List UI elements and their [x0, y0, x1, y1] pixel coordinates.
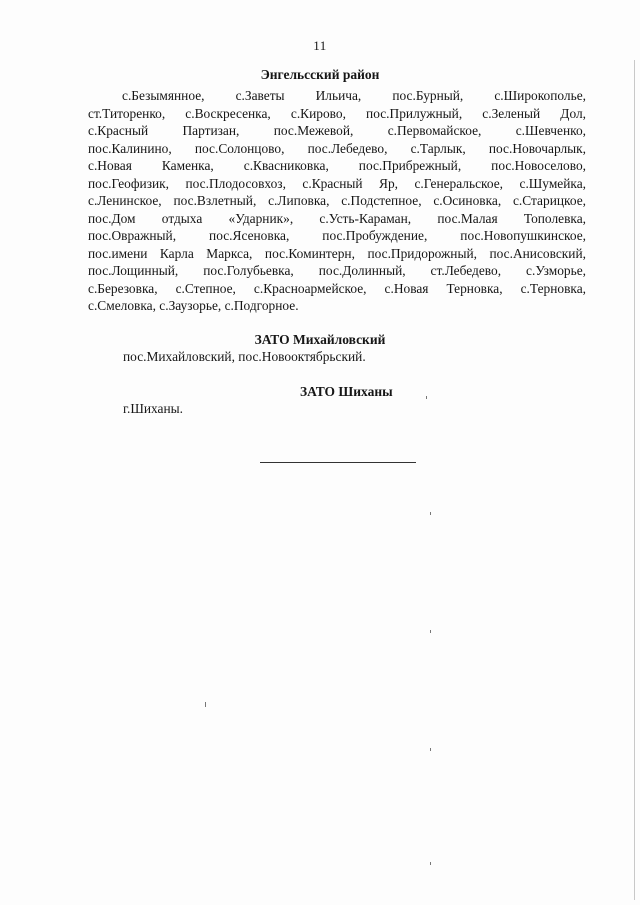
text-line: с.Новая Каменка, с.Квасниковка, пос.Прибрежный, пос.Новоселово,: [88, 158, 586, 173]
scan-speck: [430, 630, 431, 633]
page-number: 11: [313, 38, 327, 53]
section-heading-zato-mikhailovsky: ЗАТО Михайловский: [254, 332, 386, 347]
text-line: с.Безымянное, с.Заветы Ильича, пос.Бурный, с.Широкополье,: [122, 88, 586, 103]
text-line: пос.Овражный, пос.Ясеновка, пос.Пробуждение, пос.Новопушкинское,: [88, 228, 586, 243]
scan-speck: [430, 512, 431, 515]
text-line: с.Ленинское, пос.Взлетный, с.Липовка, с.Подстепное, с.Осиновка, с.Старицкое,: [88, 193, 586, 208]
text-line: пос.Дом отдыха «Ударник», с.Усть-Караман, пос.Малая Тополевка,: [88, 210, 586, 226]
text-line: пос.Геофизик, пос.Плодосовхоз, с.Красный Яр, с.Генеральское, с.Шумейка,: [88, 175, 586, 191]
scan-speck: [430, 862, 431, 865]
text-line: с.Березовка, с.Степное, с.Красноармейское, с.Новая Терновка, с.Терновка,: [88, 280, 586, 296]
scan-speck: [430, 748, 431, 751]
text-line: с.Смеловка, с.Заузорье, с.Подгорное.: [88, 298, 299, 313]
text-line: ст.Титоренко, с.Воскресенка, с.Кирово, пос.Прилужный, с.Зеленый Дол,: [88, 105, 586, 121]
closing-rule: [260, 462, 416, 463]
text-line: пос.Калинино, пос.Солонцово, пос.Лебедево, с.Тарлык, пос.Новочарлык,: [88, 140, 586, 156]
text-line: пос.имени Карла Маркса, пос.Коминтерн, пос.Придорожный, пос.Анисовский,: [88, 245, 586, 261]
scan-speck: [426, 396, 427, 399]
scan-speck: [634, 60, 635, 900]
scan-speck: [205, 702, 206, 707]
section-body-engels: [88, 87, 586, 315]
section-body-zato-mikhailovsky: пос.Михайловский, пос.Новооктябрьский.: [123, 349, 366, 364]
text-line: с.Красный Партизан, пос.Межевой, с.Первомайское, с.Шевченко,: [88, 123, 586, 138]
section-heading-engels: Энгельсский район: [260, 67, 380, 82]
section-heading-zato-shikhany: ЗАТО Шиханы: [300, 384, 393, 399]
section-body-zato-shikhany: г.Шиханы.: [123, 401, 183, 416]
text-line: пос.Лощинный, пос.Голубьевка, пос.Долинный, ст.Лебедево, с.Узморье,: [88, 263, 586, 278]
